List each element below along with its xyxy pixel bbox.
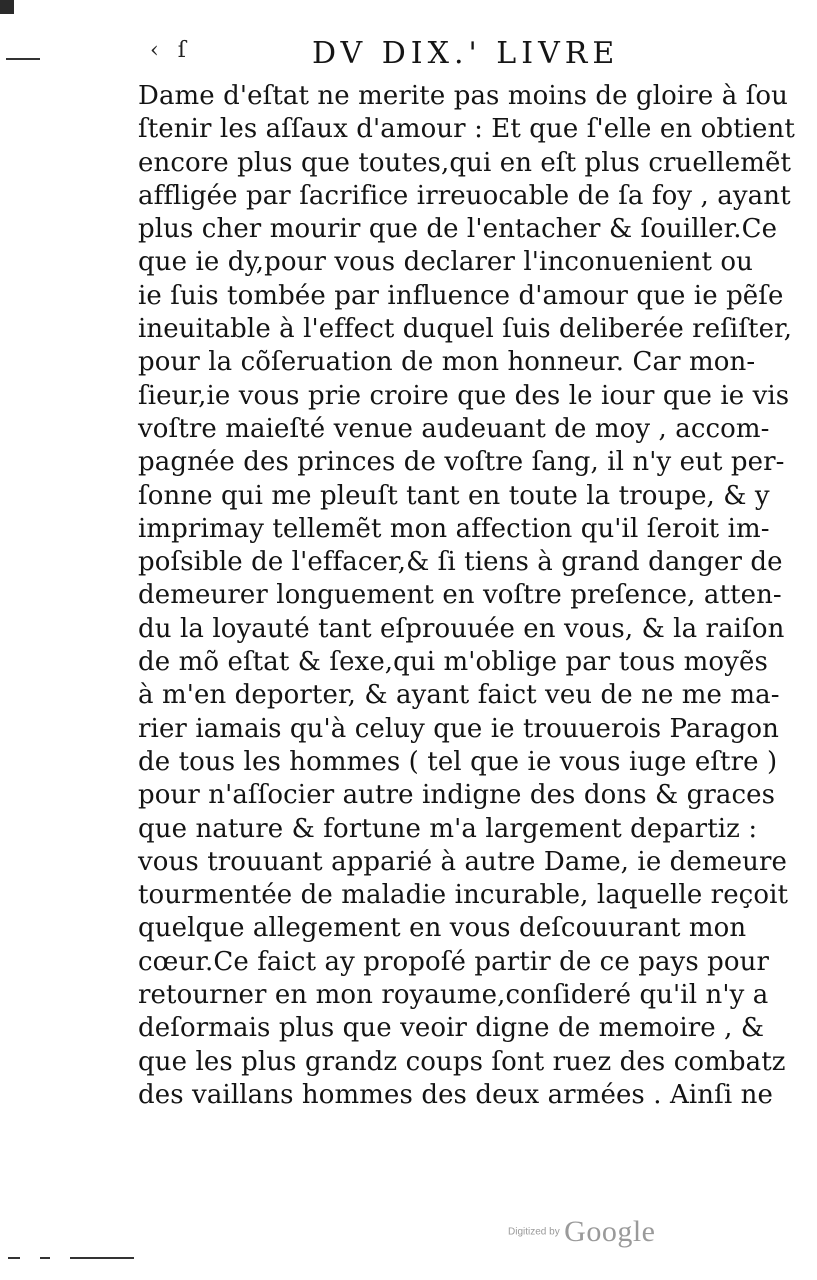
text-line: pour n'aſſocier autre indigne des dons & graces: [138, 780, 776, 811]
text-line: encore plus que toutes,qui en eſt plus cruellemẽt: [138, 147, 791, 178]
text-line: ſtenir les aſſaux d'amour : Et que ſ'elle en obtient: [138, 114, 795, 145]
scan-edge-mark: [6, 58, 40, 60]
text-line: tourmentée de maladie incurable, laquelle reçoit: [138, 880, 789, 911]
text-line: rier iamais qu'à celuy que ie trouuerois Paragon: [138, 713, 779, 744]
text-line: que ie dy,pour vous declarer l'inconuenient ou: [138, 247, 754, 278]
text-line: voſtre maieſté venue audeuant de moy , accom-: [138, 413, 770, 444]
digitized-watermark: [508, 1215, 655, 1249]
text-line: pagnée des princes de voſtre ſang, il n'y eut per-: [138, 447, 785, 478]
text-line: de tous les hommes ( tel que ie vous iuge eſtre ): [138, 746, 778, 777]
body-text: [138, 80, 795, 1112]
text-line: quelque allegement en vous deſcouurant mon: [138, 913, 747, 944]
text-line: affligée par ſacrifice irreuocable de ſa foy , ayant: [138, 180, 791, 211]
text-line: du la loyauté tant eſprouuée en vous, & la raiſon: [138, 613, 785, 644]
text-line: ie ſuis tombée par influence d'amour que ie pẽſe: [138, 280, 784, 311]
text-line: retourner en mon royaume,conſideré qu'il n'y a: [138, 980, 769, 1011]
text-line: ſieur,ie vous prie croire que des le iour que ie vis: [138, 380, 790, 411]
scan-edge-mark: [0, 0, 14, 14]
text-line: poſsible de l'effacer,& ſi tiens à grand danger de: [138, 547, 783, 578]
text-line: plus cher mourir que de l'entacher & ſouiller.Ce: [138, 214, 778, 245]
text-line: que nature & fortune m'a largement departiz :: [138, 813, 758, 844]
text-line: vous trouuant apparié à autre Dame, ie demeure: [138, 846, 788, 877]
google-logo: Google: [564, 1215, 656, 1248]
scan-edge-mark: [70, 1257, 134, 1259]
scan-edge-mark: [8, 1257, 20, 1259]
scan-edge-mark: [40, 1257, 50, 1259]
text-line: demeurer longuement en voſtre preſence, atten-: [138, 580, 782, 611]
text-line: imprimay tellemẽt mon affection qu'il ſeroit im-: [138, 513, 770, 544]
text-line: pour la cõſeruation de mon honneur. Car mon-: [138, 347, 756, 378]
text-line: deſormais plus que veoir digne de memoire , &: [138, 1013, 765, 1044]
text-line: Dame d'eſtat ne merite pas moins de gloire à ſou: [138, 81, 789, 111]
text-line: que les plus grandz coups ſont ruez des combatz: [138, 1046, 786, 1077]
watermark-prefix: Digitized by: [508, 1226, 560, 1238]
text-line: ſonne qui me pleuſt tant en toute la troupe, & y: [138, 480, 770, 511]
text-line: de mõ eſtat & ſexe,qui m'oblige par tous moyẽs: [138, 647, 768, 678]
text-line: à m'en deporter, & ayant faict veu de ne me ma-: [138, 680, 780, 711]
page-header: [150, 36, 730, 76]
folio-mark: ‹ ſ: [150, 38, 192, 63]
text-line: ineuitable à l'effect duquel ſuis deliberée reſiſter,: [138, 314, 793, 345]
text-line: des vaillans hommes des deux armées . Ainſi ne: [138, 1079, 773, 1110]
text-line: cœur.Ce faict ay propoſé partir de ce pays pour: [138, 946, 770, 977]
running-title: DV DIX.' LIVRE: [312, 36, 620, 71]
